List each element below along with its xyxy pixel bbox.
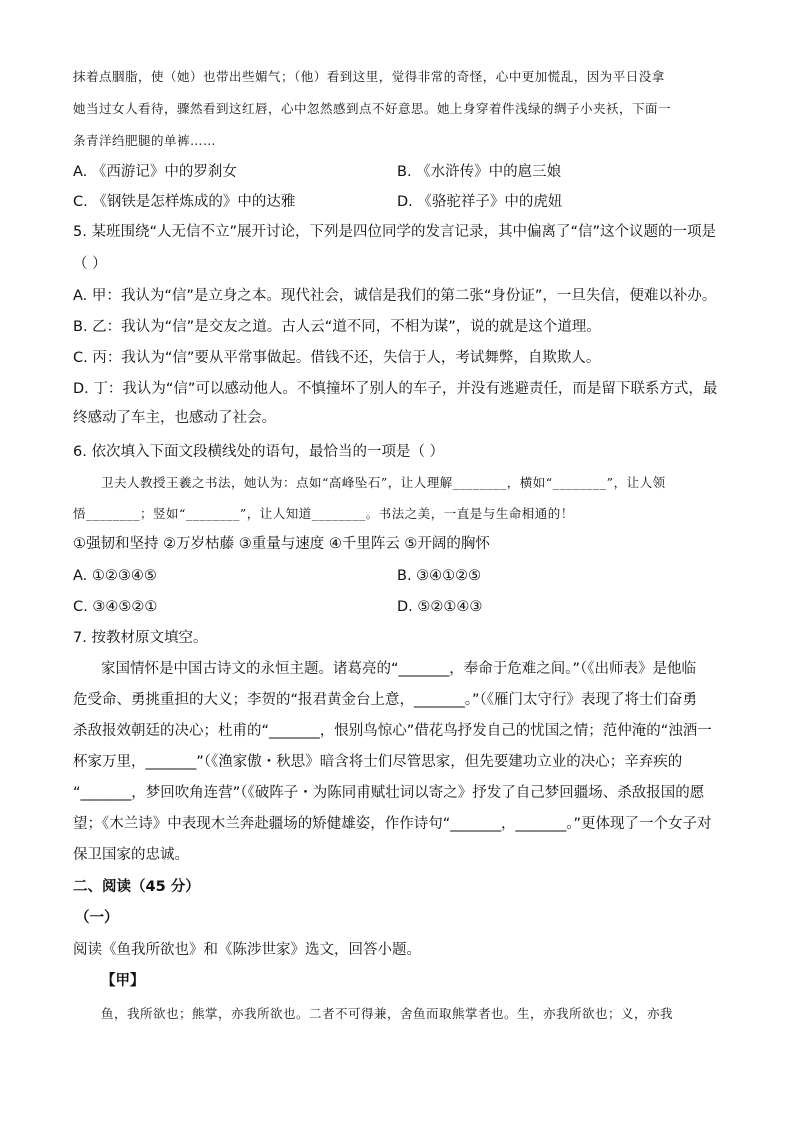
q4-option-a: A. 《西游记》中的罗刹女 xyxy=(73,164,237,180)
q4-option-b: B. 《水浒传》中的扈三娘 xyxy=(397,164,562,180)
section-subtitle: （一） xyxy=(75,910,119,926)
q5-stem-paren: （ ） xyxy=(73,256,107,272)
q4-option-d: D. 《骆驼祥子》中的虎妞 xyxy=(397,194,563,210)
q4-passage-line: 抹着点胭脂，使（她）也带出些媚气；（他）看到这里，觉得非常的奇怪，心中更加慌乱，因为平日没拿 xyxy=(73,69,665,84)
q7-stem: 7. 按教材原文填空。 xyxy=(73,630,208,646)
q6-items: ①强韧和坚持 ②万岁枯藤 ③重量与速度 ④千里阵云 ⑤开阔的胸怀 xyxy=(73,536,490,552)
q7-line: 望；《木兰诗》中表现木兰奔赴疆场的矫健雄姿，作作诗句“_______，_______。”更体现了一个女子对 xyxy=(73,816,712,832)
q5-option-d: D. 丁：我认为“信”可以感动他人。不慎撞坏了别人的车子，并没有逃避责任，而是留下联系方式，最 xyxy=(73,381,718,397)
q7-line: 保卫国家的忠诚。 xyxy=(73,847,189,863)
q7-line: 杀敌报效朝廷的决心；杜甫的“_______，恨别鸟惊心”借花鸟抒发自己的忧国之情；范仲淹的“浊酒一 xyxy=(73,723,712,739)
reading-instruction: 阅读《鱼我所欲也》和《陈涉世家》选文，回答小题。 xyxy=(73,942,421,958)
q7-line: “_______，梦回吹角连营”（《破阵子・为陈同甫赋壮词以寄之》抒发了自己梦回疆场、杀敌报国的愿 xyxy=(73,785,705,801)
q6-option-a: A. ①②③④⑤ xyxy=(73,568,157,584)
q5-option-d-cont: 终感动了车主，也感动了社会。 xyxy=(73,410,276,426)
q6-option-b: B. ③④①②⑤ xyxy=(397,568,482,584)
q7-line: 杯家万里，_______”（《渔家傲・秋思》暗含将士们尽管思家，但先要建功立业的决心；辛弃疾的 xyxy=(73,754,683,770)
q5-stem: 5. 某班围绕“人无信不立”展开讨论，下列是四位同学的发言记录，其中偏离了“信”这个议题的一项是 xyxy=(73,224,716,240)
q7-line: 危受命、勇挑重担的大义；李贺的“报君黄金台上意，_______。”（《雁门太守行》表现了将士们奋勇 xyxy=(73,692,698,708)
q4-passage-line: 她当过女人看待，骤然看到这红唇，心中忽然感到点不好意思。她上身穿着件浅绿的绸子小夹袄，下面一 xyxy=(73,101,672,116)
q7-line: 家国情怀是中国古诗文的永恒主题。诸葛亮的“_______，奉命于危难之间。”（《出师表》是他临 xyxy=(101,661,697,677)
q5-option-b: B. 乙：我认为“信”是交友之道。古人云“道不同，不相为谋”，说的就是这个道理。 xyxy=(73,319,601,335)
q6-passage-line: 卫夫人教授王羲之书法，她认为：点如“高峰坠石”，让人理解________，横如“________”，让人领 xyxy=(101,475,666,490)
q6-option-c: C. ③④⑤②① xyxy=(73,599,158,615)
passage-jia-line: 鱼，我所欲也；熊掌，亦我所欲也。二者不可得兼，舍鱼而取熊掌者也。生，亦我所欲也；义，亦我 xyxy=(101,1006,674,1021)
q6-stem: 6. 依次填入下面文段横线处的语句，最恰当的一项是（ ） xyxy=(73,444,445,460)
q4-option-c: C. 《钢铁是怎样炼成的》中的达雅 xyxy=(73,194,296,210)
q4-passage-line: 条青洋绉肥腿的单裤…… xyxy=(73,133,217,148)
section-title: 二、阅读（45 分） xyxy=(73,879,200,895)
q6-option-d: D. ⑤②①④③ xyxy=(397,599,483,615)
q5-option-c: C. 丙：我认为“信”要从平常事做起。借钱不还，失信于人，考试舞弊，自欺欺人。 xyxy=(73,350,601,366)
q5-option-a: A. 甲：我认为“信”是立身之本。现代社会，诚信是我们的第二张“身份证”，一旦失信，便难以补办。 xyxy=(73,288,717,304)
q6-passage-line: 悟________；竖如“________”，让人知道________。书法之美，一直是与生命相通的！ xyxy=(73,506,574,521)
passage-label-jia: 【甲】 xyxy=(101,973,145,989)
